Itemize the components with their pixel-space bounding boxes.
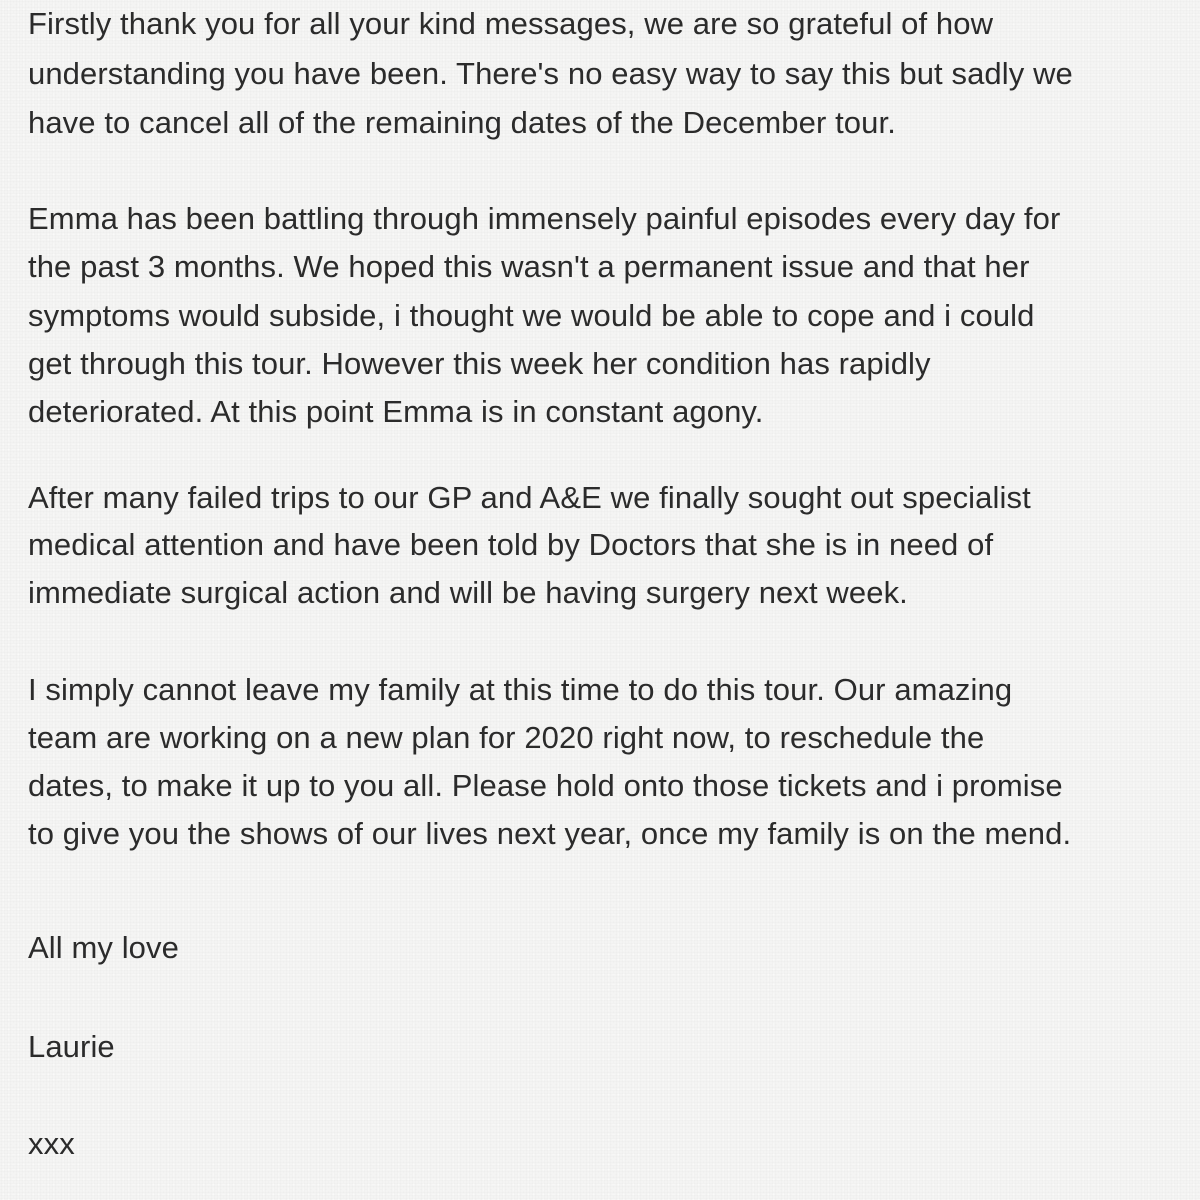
paragraph-2-line: the past 3 months. We hoped this wasn't a permanent issue and that her xyxy=(28,249,1030,284)
paragraph-2-line: get through this tour. However this week her condition has rapidly xyxy=(28,346,931,381)
paragraph-2-line: deteriorated. At this point Emma is in constant agony. xyxy=(28,394,764,429)
paragraph-1-line: have to cancel all of the remaining dates of the December tour. xyxy=(28,105,896,140)
paragraph-3-line: medical attention and have been told by Doctors that she is in need of xyxy=(28,527,994,562)
paragraph-3-line: After many failed trips to our GP and A&E we finally sought out specialist xyxy=(28,480,1031,515)
paragraph-4-line: team are working on a new plan for 2020 right now, to reschedule the xyxy=(28,720,985,755)
paragraph-2-line: symptoms would subside, i thought we would be able to cope and i could xyxy=(28,298,1035,333)
kisses-line: xxx xyxy=(28,1126,75,1161)
paragraph-3-line: immediate surgical action and will be having surgery next week. xyxy=(28,575,908,610)
paragraph-1-line: Firstly thank you for all your kind messages, we are so grateful of how xyxy=(28,6,994,41)
signature-line: Laurie xyxy=(28,1029,115,1064)
paragraph-2-line: Emma has been battling through immensely painful episodes every day for xyxy=(28,201,1061,236)
paragraph-4-line: I simply cannot leave my family at this time to do this tour. Our amazing xyxy=(28,672,1013,707)
paragraph-4-line: to give you the shows of our lives next year, once my family is on the mend. xyxy=(28,816,1072,851)
paragraph-1-line: understanding you have been. There's no easy way to say this but sadly we xyxy=(28,56,1073,91)
paragraph-4-line: dates, to make it up to you all. Please hold onto those tickets and i promise xyxy=(28,768,1063,803)
closing-line: All my love xyxy=(28,930,179,965)
